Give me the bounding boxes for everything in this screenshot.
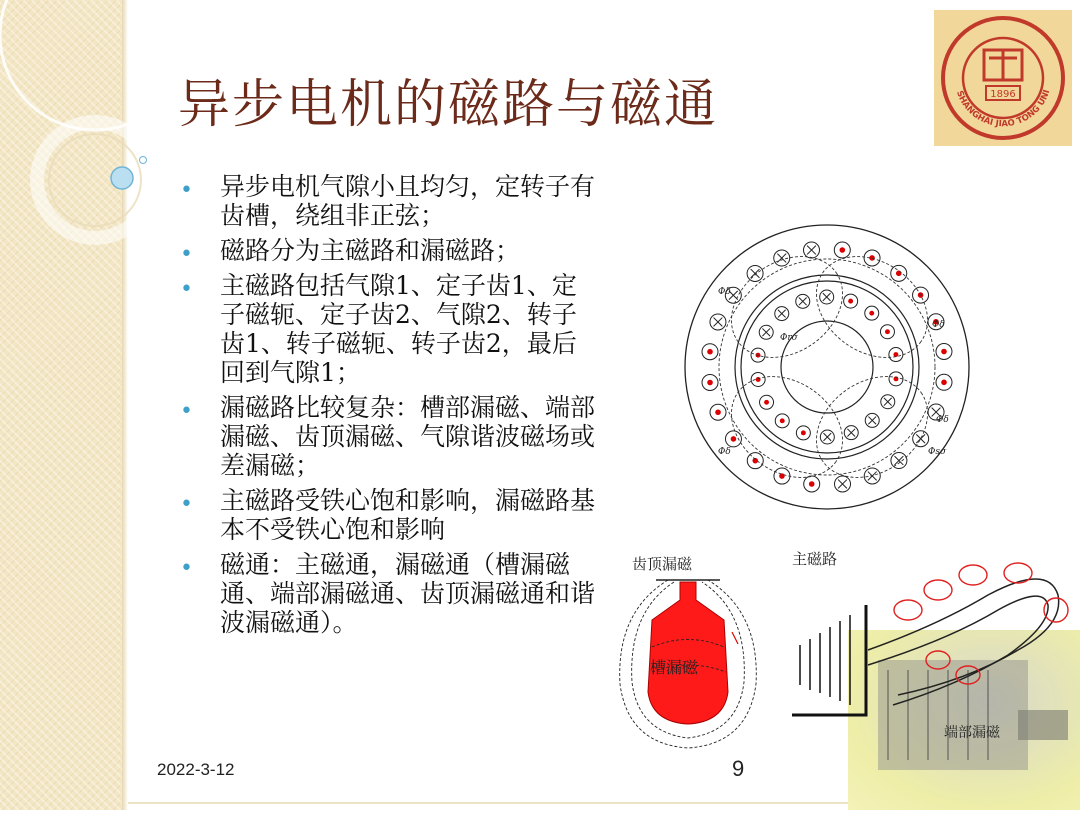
slide-title: 异步电机的磁路与磁通 — [178, 75, 719, 135]
current-out-dot — [941, 379, 947, 385]
current-out-dot — [801, 430, 806, 435]
logo-year: 1896 — [990, 89, 1016, 100]
bullet-dot-icon: • — [180, 178, 193, 203]
current-out-dot — [896, 271, 902, 277]
page-number: 9 — [732, 756, 745, 781]
bullet-text: 主磁路受铁心饱和影响，漏磁路基本不受铁心饱和影响 — [220, 486, 596, 544]
bullet-item — [178, 550, 598, 637]
current-out-dot — [780, 418, 785, 423]
flux-label: Φδ — [718, 287, 731, 297]
end-winding-figure — [788, 555, 1080, 755]
bullet-list — [178, 172, 598, 643]
bullet-item — [178, 393, 598, 480]
flux-label: Φsσ — [928, 447, 947, 457]
current-out-dot — [764, 400, 769, 405]
bullet-text: 磁路分为主磁路和漏磁路； — [220, 236, 521, 265]
bullet-text: 磁通：主磁通，漏磁通（槽漏磁通、端部漏磁通、齿顶漏磁通和谐波漏磁通）。 — [220, 550, 596, 637]
current-out-dot — [885, 329, 890, 334]
flux-label: Φδ — [718, 447, 731, 457]
bullet-item — [178, 271, 598, 387]
bullet-text: 异步电机气隙小且均匀，定转子有齿槽，绕组非正弦； — [220, 172, 596, 230]
decorative-rings — [0, 0, 200, 260]
bullet-text: 主磁路包括气隙1、定子齿1、定子磁轭、定子齿2、气隙2、转子齿1、转子磁轭、转子齿2，最后回到气隙1； — [220, 271, 577, 387]
bullet-item — [178, 172, 598, 230]
flux-label: Φrσ — [780, 333, 798, 343]
bullet-dot-icon: • — [180, 556, 193, 581]
logo-name: SHANGHAI JIAO TONG UNI — [954, 88, 1053, 130]
current-out-dot — [941, 349, 947, 355]
slot-leakage-label: 槽漏磁 — [650, 658, 699, 677]
university-seal-icon — [934, 10, 1072, 146]
current-out-dot — [715, 409, 721, 415]
end-leakage-label: 端部漏磁 — [944, 725, 1000, 741]
flux-label: Φδ — [932, 320, 945, 330]
current-out-dot — [869, 311, 874, 316]
bullet-item — [178, 236, 598, 265]
slide-date: 2022-3-12 — [157, 760, 235, 779]
bullet-dot-icon: • — [180, 242, 193, 267]
current-out-dot — [809, 481, 815, 487]
current-out-dot — [707, 380, 713, 386]
tooth-tip-leakage-label: 齿顶漏磁 — [632, 555, 693, 573]
flux-label: Φδ — [936, 415, 949, 425]
current-out-dot — [839, 247, 845, 253]
bullet-item — [178, 486, 598, 544]
bullet-dot-icon: • — [180, 399, 193, 424]
bullet-dot-icon: • — [180, 277, 193, 302]
bullet-dot-icon: • — [180, 492, 193, 517]
university-logo — [934, 10, 1072, 146]
motor-cross-section-figure — [682, 222, 972, 512]
current-out-dot — [848, 299, 853, 304]
bullet-text: 漏磁路比较复杂：槽部漏磁、端部漏磁、齿顶漏磁、气隙谐波磁场或差漏磁； — [220, 393, 596, 480]
current-out-dot — [779, 473, 785, 479]
current-out-dot — [731, 436, 737, 442]
current-out-dot — [707, 349, 713, 355]
main-flux-path-label: 主磁路 — [792, 550, 838, 568]
